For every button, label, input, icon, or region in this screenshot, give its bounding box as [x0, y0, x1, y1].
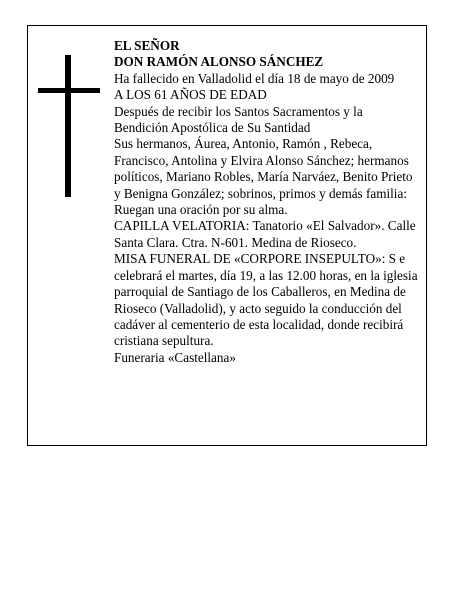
notice-title-line-2: DON RAMÓN ALONSO SÁNCHEZ [114, 54, 324, 70]
chapel-paragraph: CAPILLA VELATORIA: Tanatorio «El Salvador». Calle Santa Clara. Ctra. N-601. Medina de Rioseco. [114, 218, 416, 250]
cross-horizontal-bar [38, 88, 100, 93]
funeral-home-line: Funeraria «Castellana» [114, 349, 236, 365]
prayer-line: Ruegan una oración por su alma. [114, 202, 288, 218]
funeral-mass-paragraph: MISA FUNERAL DE «CORPORE INSEPULTO»: S e celebrará el martes, día 19, a las 12.00 horas, en la iglesia parroquial de Santiago de los Caballeros, en Medina de Rioseco (Valladolid), y acto seguido la conducción del cadáver al cementerio de esta localidad, donde recibirá cristiana sepultura. [114, 251, 418, 349]
age-line: A LOS 61 AÑOS DE EDAD [114, 87, 267, 103]
cross-vertical-bar [65, 55, 71, 197]
notice-title-line-1: EL SEÑOR [114, 38, 180, 53]
notice-text [114, 38, 420, 366]
cross-icon [38, 55, 100, 197]
passed-away-line: Ha fallecido en Valladolid el día 18 de mayo de 2009 [114, 70, 395, 86]
family-paragraph: Sus hermanos, Áurea, Antonio, Ramón , Rebeca, Francisco, Antolina y Elvira Alonso Sánchez; hermanos políticos, Mariano Robles, María Narváez, Benito Prieto y Benigna González; sobrinos, primos y demás familia: [114, 136, 413, 201]
sacraments-paragraph: Después de recibir los Santos Sacramentos y la Bendición Apostólica de Su Santidad [114, 103, 363, 136]
